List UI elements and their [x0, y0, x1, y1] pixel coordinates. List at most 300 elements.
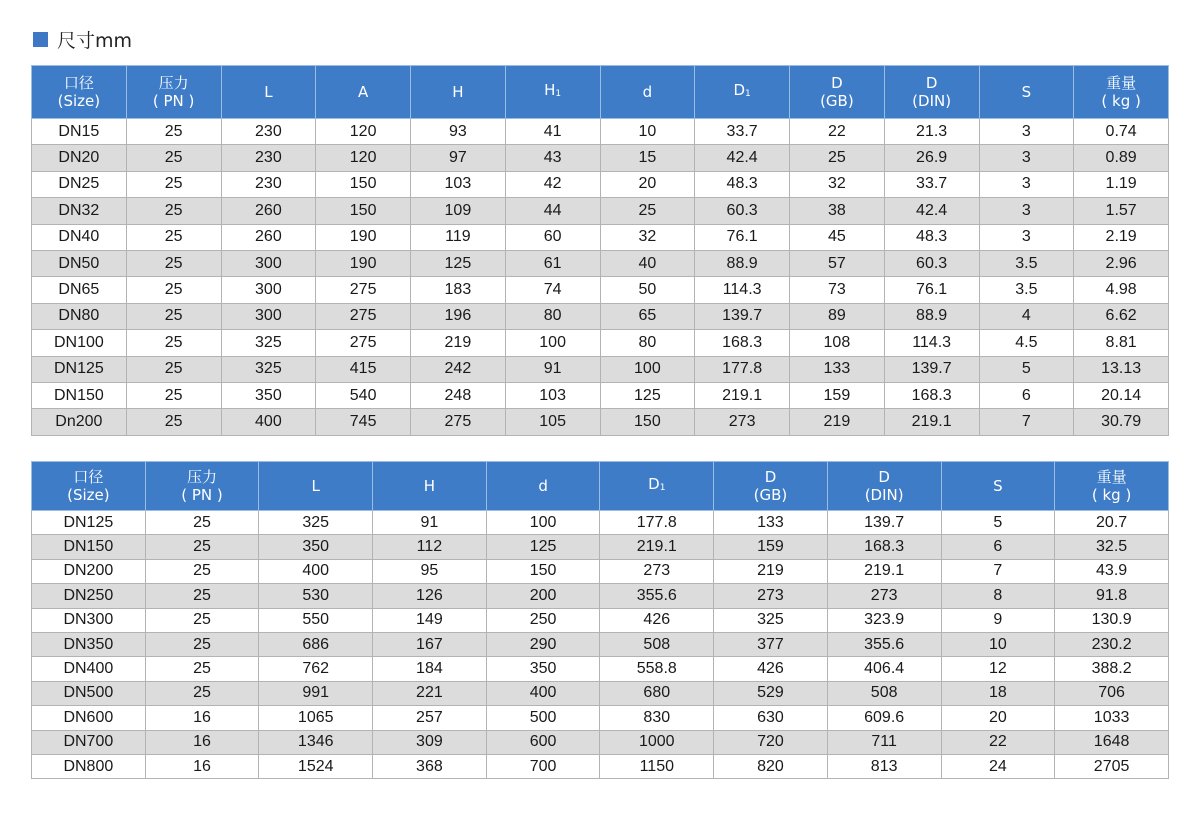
table-cell: 32.5	[1055, 535, 1169, 559]
table-cell: 3	[979, 224, 1074, 250]
table-cell: 350	[259, 535, 373, 559]
table-cell: 400	[221, 409, 316, 435]
table-cell: 820	[714, 754, 828, 778]
table-cell: 190	[316, 224, 411, 250]
column-header	[884, 66, 979, 119]
column-header	[600, 66, 695, 119]
table-cell: 25	[145, 632, 259, 656]
table-cell: 273	[695, 409, 790, 435]
table-cell: 114.3	[695, 277, 790, 303]
table-cell: 720	[714, 730, 828, 754]
table-cell: 1000	[600, 730, 714, 754]
column-header	[411, 66, 506, 119]
table-cell: 139.7	[695, 303, 790, 329]
table-cell: DN100	[32, 330, 127, 356]
table-cell: 57	[790, 250, 885, 276]
table-cell: 6	[979, 382, 1074, 408]
table-row	[32, 356, 1169, 382]
table-cell: 25	[126, 224, 221, 250]
table-row	[32, 706, 1169, 730]
table-cell: 2705	[1055, 754, 1169, 778]
table-cell: 25	[126, 145, 221, 171]
section-title-text: 尺寸mm	[57, 30, 133, 52]
table-cell: 89	[790, 303, 885, 329]
table-row	[32, 224, 1169, 250]
table-cell: 230	[221, 145, 316, 171]
column-header-text: D	[925, 74, 938, 92]
table-row	[32, 535, 1169, 559]
column-header-text: (GB)	[820, 92, 854, 110]
table-cell: DN800	[32, 754, 146, 778]
table-cell: DN40	[32, 224, 127, 250]
table-cell: 91.8	[1055, 584, 1169, 608]
table-cell: DN400	[32, 657, 146, 681]
table-cell: DN20	[32, 145, 127, 171]
table-cell: 1524	[259, 754, 373, 778]
table-cell: 60.3	[695, 198, 790, 224]
table-header-row	[32, 66, 1169, 119]
table-cell: 20.14	[1074, 382, 1169, 408]
column-header-text: ( kg )	[1091, 486, 1132, 504]
table-cell: DN600	[32, 706, 146, 730]
column-header	[505, 66, 600, 119]
column-header-text: S	[1021, 83, 1032, 101]
table-cell: 1150	[600, 754, 714, 778]
table-row	[32, 171, 1169, 197]
table-cell: 26.9	[884, 145, 979, 171]
table-cell: 6	[941, 535, 1055, 559]
table-cell: 13.13	[1074, 356, 1169, 382]
table-cell: 32	[790, 171, 885, 197]
table-cell: 105	[505, 409, 600, 435]
table-header-row	[32, 462, 1169, 511]
table-cell: 300	[221, 250, 316, 276]
table-cell: 830	[600, 706, 714, 730]
table-cell: 4.5	[979, 330, 1074, 356]
table-cell: 183	[411, 277, 506, 303]
table-cell: 3	[979, 145, 1074, 171]
table-cell: 529	[714, 681, 828, 705]
table-cell: 1.19	[1074, 171, 1169, 197]
table-cell: 91	[505, 356, 600, 382]
table-cell: DN32	[32, 198, 127, 224]
table-cell: 20	[600, 171, 695, 197]
table-cell: 32	[600, 224, 695, 250]
table-cell: 325	[259, 511, 373, 535]
table-row	[32, 409, 1169, 435]
column-header-text: ( kg )	[1101, 92, 1141, 110]
table-cell: 991	[259, 681, 373, 705]
table-cell: 108	[790, 330, 885, 356]
table-cell: 6.62	[1074, 303, 1169, 329]
column-header-text: D	[878, 468, 890, 486]
table-cell: 42.4	[884, 198, 979, 224]
table-cell: 139.7	[827, 511, 941, 535]
table-cell: 100	[505, 330, 600, 356]
table-cell: 3	[979, 198, 1074, 224]
column-header-text: H1	[544, 81, 562, 99]
column-header-text: D	[831, 74, 843, 92]
table-cell: 50	[600, 277, 695, 303]
table-cell: 530	[259, 584, 373, 608]
table-cell: 500	[486, 706, 600, 730]
table-cell: 42	[505, 171, 600, 197]
column-header	[1074, 66, 1169, 119]
table-cell: 25	[790, 145, 885, 171]
table-cell: 426	[714, 657, 828, 681]
column-header-text: ( PN )	[181, 486, 223, 504]
table-cell: 3	[979, 119, 1074, 145]
column-header	[316, 66, 411, 119]
column-header	[600, 462, 714, 511]
table-cell: 33.7	[695, 119, 790, 145]
table-cell: 150	[316, 198, 411, 224]
column-header	[32, 462, 146, 511]
table-cell: 8	[941, 584, 1055, 608]
table-cell: DN150	[32, 535, 146, 559]
table-cell: 8.81	[1074, 330, 1169, 356]
table-cell: 400	[486, 681, 600, 705]
table-cell: 103	[505, 382, 600, 408]
table-row	[32, 382, 1169, 408]
table-row	[32, 681, 1169, 705]
table-row	[32, 754, 1169, 778]
table-cell: 406.4	[827, 657, 941, 681]
table-cell: 309	[373, 730, 487, 754]
table-cell: 275	[316, 303, 411, 329]
table-cell: 24	[941, 754, 1055, 778]
table-cell: 177.8	[600, 511, 714, 535]
table-cell: 184	[373, 657, 487, 681]
title-marker-icon	[33, 32, 48, 47]
table-row	[32, 730, 1169, 754]
table-cell: 508	[827, 681, 941, 705]
column-header	[145, 462, 259, 511]
table-cell: 25	[126, 250, 221, 276]
table-cell: 168.3	[695, 330, 790, 356]
table-cell: 0.74	[1074, 119, 1169, 145]
column-header-text: (DIN)	[864, 486, 904, 504]
table-cell: 7	[941, 559, 1055, 583]
table-cell: 12	[941, 657, 1055, 681]
table-cell: DN300	[32, 608, 146, 632]
table-cell: 30.79	[1074, 409, 1169, 435]
table-cell: 177.8	[695, 356, 790, 382]
table-cell: 377	[714, 632, 828, 656]
table-cell: 150	[486, 559, 600, 583]
table-cell: 125	[486, 535, 600, 559]
column-header	[373, 462, 487, 511]
table-cell: 1.57	[1074, 198, 1169, 224]
table-cell: 48.3	[695, 171, 790, 197]
table-cell: 600	[486, 730, 600, 754]
table-cell: DN125	[32, 511, 146, 535]
table-cell: 22	[790, 119, 885, 145]
table-row	[32, 657, 1169, 681]
table-cell: 20	[941, 706, 1055, 730]
table-cell: 368	[373, 754, 487, 778]
table-cell: 25	[145, 608, 259, 632]
table-row	[32, 559, 1169, 583]
table-cell: 219	[411, 330, 506, 356]
table-cell: 25	[145, 657, 259, 681]
table-cell: 25	[145, 584, 259, 608]
table-cell: 275	[316, 330, 411, 356]
table-row	[32, 119, 1169, 145]
table-cell: 97	[411, 145, 506, 171]
column-header-text: L	[264, 83, 273, 101]
table-cell: 700	[486, 754, 600, 778]
column-header	[486, 462, 600, 511]
column-header	[827, 462, 941, 511]
table-row	[32, 584, 1169, 608]
table-cell: 1065	[259, 706, 373, 730]
table-cell: 93	[411, 119, 506, 145]
table-cell: DN25	[32, 171, 127, 197]
table-cell: 219.1	[827, 559, 941, 583]
table-cell: 25	[126, 119, 221, 145]
table-cell: 22	[941, 730, 1055, 754]
table-cell: 400	[259, 559, 373, 583]
table-cell: 25	[126, 356, 221, 382]
table-cell: 33.7	[884, 171, 979, 197]
table-cell: DN700	[32, 730, 146, 754]
table-row	[32, 608, 1169, 632]
table-cell: 100	[600, 356, 695, 382]
table-cell: 706	[1055, 681, 1169, 705]
table-cell: 508	[600, 632, 714, 656]
table-cell: 219.1	[884, 409, 979, 435]
table-cell: 159	[790, 382, 885, 408]
column-header-text: S	[993, 477, 1003, 495]
table-cell: 711	[827, 730, 941, 754]
table-cell: 42.4	[695, 145, 790, 171]
table-cell: 25	[145, 511, 259, 535]
table-cell: 109	[411, 198, 506, 224]
table-cell: 221	[373, 681, 487, 705]
table-cell: 355.6	[600, 584, 714, 608]
table-cell: DN50	[32, 250, 127, 276]
table-row	[32, 303, 1169, 329]
column-header-text: (DIN)	[912, 92, 952, 110]
table-cell: 60.3	[884, 250, 979, 276]
table-cell: 133	[790, 356, 885, 382]
table-cell: 680	[600, 681, 714, 705]
table-cell: 273	[714, 584, 828, 608]
table-cell: 745	[316, 409, 411, 435]
column-header-text: 重量	[1106, 74, 1137, 92]
table-cell: 114.3	[884, 330, 979, 356]
table-cell: 167	[373, 632, 487, 656]
table-cell: 7	[979, 409, 1074, 435]
table-cell: 88.9	[884, 303, 979, 329]
table-cell: 60	[505, 224, 600, 250]
table-cell: 150	[316, 171, 411, 197]
table-cell: 686	[259, 632, 373, 656]
dimension-table-1	[31, 65, 1169, 436]
table-cell: 0.89	[1074, 145, 1169, 171]
table-cell: 61	[505, 250, 600, 276]
table-cell: 25	[126, 198, 221, 224]
table-cell: 18	[941, 681, 1055, 705]
table-cell: 125	[600, 382, 695, 408]
table-cell: 260	[221, 224, 316, 250]
table-cell: 126	[373, 584, 487, 608]
table-cell: 80	[600, 330, 695, 356]
table-cell: DN500	[32, 681, 146, 705]
table-cell: 120	[316, 145, 411, 171]
column-header	[714, 462, 828, 511]
column-header-text: D	[764, 468, 777, 486]
table-cell: 25	[126, 277, 221, 303]
table-cell: 2.19	[1074, 224, 1169, 250]
table-cell: 1033	[1055, 706, 1169, 730]
table-cell: 120	[316, 119, 411, 145]
table-cell: 73	[790, 277, 885, 303]
table-cell: 43	[505, 145, 600, 171]
column-header-text: 压力	[158, 74, 189, 92]
column-header-text: d	[642, 83, 653, 101]
column-header-text: (GB)	[753, 486, 788, 504]
table-cell: 40	[600, 250, 695, 276]
table-cell: DN350	[32, 632, 146, 656]
table-cell: 242	[411, 356, 506, 382]
table-cell: 9	[941, 608, 1055, 632]
column-header-text: ( PN )	[152, 92, 195, 110]
table-cell: 260	[221, 198, 316, 224]
table-cell: 112	[373, 535, 487, 559]
table-cell: 250	[486, 608, 600, 632]
table-cell: 257	[373, 706, 487, 730]
table-cell: 230	[221, 171, 316, 197]
table-cell: 2.96	[1074, 250, 1169, 276]
table-cell: 5	[979, 356, 1074, 382]
column-header-text: A	[357, 83, 369, 101]
table-cell: 275	[411, 409, 506, 435]
column-header	[259, 462, 373, 511]
column-header-text: (Size)	[67, 486, 110, 504]
table-cell: 813	[827, 754, 941, 778]
table-cell: 103	[411, 171, 506, 197]
table-cell: 3.5	[979, 277, 1074, 303]
table-cell: 290	[486, 632, 600, 656]
table-cell: 10	[600, 119, 695, 145]
table-row	[32, 632, 1169, 656]
column-header-text: 重量	[1096, 468, 1127, 486]
column-header-text: (Size)	[57, 92, 101, 110]
table-cell: 1346	[259, 730, 373, 754]
table-cell: DN200	[32, 559, 146, 583]
column-header-text: 口径	[73, 468, 104, 486]
table-cell: 630	[714, 706, 828, 730]
table-cell: 88.9	[695, 250, 790, 276]
table-cell: Dn200	[32, 409, 127, 435]
column-header-text: 压力	[187, 468, 218, 486]
table-cell: 16	[145, 754, 259, 778]
table-cell: 21.3	[884, 119, 979, 145]
table-cell: 219	[714, 559, 828, 583]
table-cell: 5	[941, 511, 1055, 535]
table-cell: 323.9	[827, 608, 941, 632]
table-cell: DN150	[32, 382, 127, 408]
dimension-table-2	[31, 461, 1169, 779]
table-cell: 10	[941, 632, 1055, 656]
table-cell: 65	[600, 303, 695, 329]
column-header	[126, 66, 221, 119]
table-cell: 130.9	[1055, 608, 1169, 632]
table-cell: 25	[126, 409, 221, 435]
table-cell: 20.7	[1055, 511, 1169, 535]
table-cell: 25	[126, 303, 221, 329]
table-row	[32, 145, 1169, 171]
table-cell: 133	[714, 511, 828, 535]
table-cell: 25	[145, 559, 259, 583]
table-cell: 91	[373, 511, 487, 535]
table-cell: 388.2	[1055, 657, 1169, 681]
table-cell: DN250	[32, 584, 146, 608]
table-cell: 76.1	[884, 277, 979, 303]
table-cell: 190	[316, 250, 411, 276]
table-cell: 762	[259, 657, 373, 681]
table-cell: 4	[979, 303, 1074, 329]
table-cell: 300	[221, 277, 316, 303]
table-cell: 43.9	[1055, 559, 1169, 583]
table-cell: 426	[600, 608, 714, 632]
table-cell: 558.8	[600, 657, 714, 681]
table-cell: 230	[221, 119, 316, 145]
table-cell: 16	[145, 730, 259, 754]
table-cell: 325	[221, 356, 316, 382]
table-cell: 76.1	[695, 224, 790, 250]
table-cell: DN65	[32, 277, 127, 303]
table-row	[32, 198, 1169, 224]
table-cell: 48.3	[884, 224, 979, 250]
table-cell: DN15	[32, 119, 127, 145]
column-header	[221, 66, 316, 119]
table-cell: 200	[486, 584, 600, 608]
table-cell: 15	[600, 145, 695, 171]
table-cell: 3.5	[979, 250, 1074, 276]
table-cell: 350	[221, 382, 316, 408]
table-cell: 550	[259, 608, 373, 632]
table-cell: 119	[411, 224, 506, 250]
table-cell: 25	[145, 535, 259, 559]
table-cell: 300	[221, 303, 316, 329]
column-header	[695, 66, 790, 119]
column-header-text: H	[423, 477, 436, 495]
table-cell: 273	[827, 584, 941, 608]
column-header	[941, 462, 1055, 511]
column-header	[1055, 462, 1169, 511]
column-header-text: D1	[648, 475, 666, 493]
table-cell: 16	[145, 706, 259, 730]
table-cell: DN125	[32, 356, 127, 382]
table-cell: 248	[411, 382, 506, 408]
table-cell: 25	[600, 198, 695, 224]
table-cell: 196	[411, 303, 506, 329]
column-header	[32, 66, 127, 119]
table-cell: 219.1	[600, 535, 714, 559]
table-cell: 219	[790, 409, 885, 435]
table-row	[32, 250, 1169, 276]
table-cell: 168.3	[884, 382, 979, 408]
column-header-text: D1	[733, 81, 751, 99]
table-cell: 25	[126, 171, 221, 197]
table-cell: 44	[505, 198, 600, 224]
table-cell: 609.6	[827, 706, 941, 730]
table-cell: 125	[411, 250, 506, 276]
table-cell: 25	[145, 681, 259, 705]
